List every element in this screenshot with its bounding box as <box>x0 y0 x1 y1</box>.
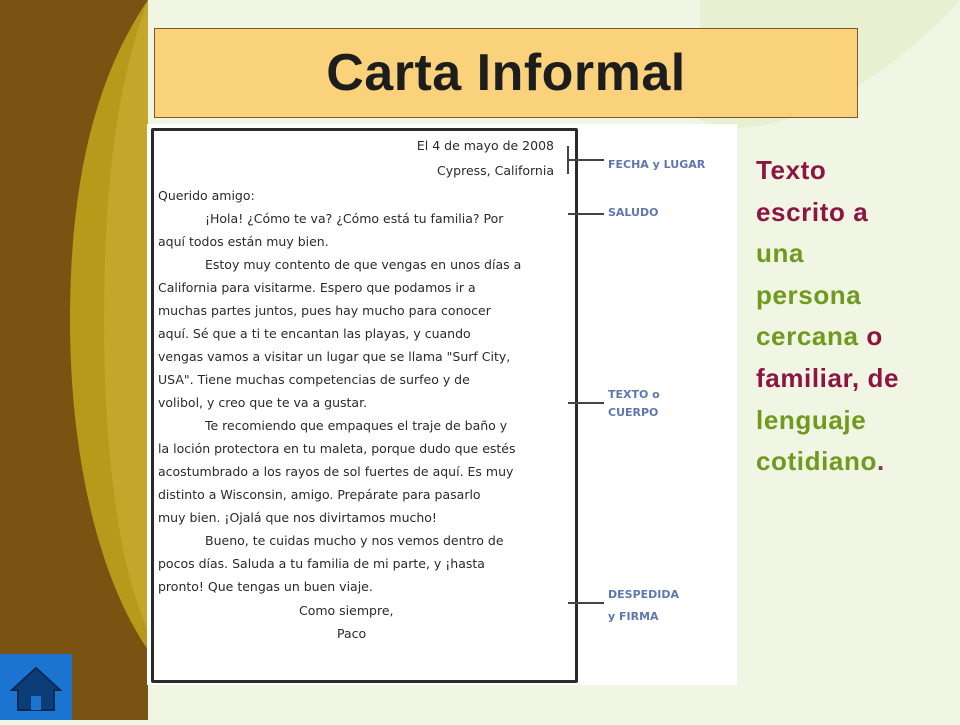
def-word: cercana <box>756 321 859 352</box>
letter-line: vengas vamos a visitar un lugar que se llama "Surf City, <box>158 349 511 364</box>
letter-image <box>147 124 737 685</box>
letter-line: pocos días. Saluda a tu familia de mi parte, y ¡hasta <box>158 556 485 571</box>
letter-line: muy bien. ¡Ojalá que nos divirtamos mucho! <box>158 510 437 525</box>
label-fecha-lugar: FECHA y LUGAR <box>608 158 706 171</box>
letter-line: Bueno, te cuidas mucho y nos vemos dentro de <box>205 533 504 548</box>
def-word: lenguaje <box>756 404 867 435</box>
label-despedida-2: y FIRMA <box>608 610 659 623</box>
bracket-fecha-lugar <box>567 146 569 174</box>
letter-line: California para visitarme. Espero que podamos ir a <box>158 280 476 295</box>
label-texto-2: CUERPO <box>608 406 659 419</box>
letter-line: aquí todos están muy bien. <box>158 234 329 249</box>
label-saludo: SALUDO <box>608 206 659 219</box>
def-word: persona <box>756 279 862 310</box>
letter-line: Te recomiendo que empaques el traje de baño y <box>205 418 508 433</box>
def-word: Texto <box>756 155 827 185</box>
definition-text <box>756 150 956 483</box>
letter-line: muchas partes juntos, pues hay mucho para conocer <box>158 303 491 318</box>
letter-date: El 4 de mayo de 2008 <box>416 138 554 153</box>
label-despedida-1: DESPEDIDA <box>608 588 680 601</box>
letter-line: la loción protectora en tu maleta, porque dudo que estés <box>158 441 516 456</box>
label-texto-1: TEXTO o <box>608 388 660 401</box>
letter-line: USA". Tiene muchas competencias de surfeo y de <box>158 372 470 387</box>
def-word: . <box>876 446 885 477</box>
slide-title: Carta Informal <box>326 44 686 102</box>
letter-line: volibol, y creo que te va a gustar. <box>158 395 368 410</box>
letter-place: Cypress, California <box>437 163 554 178</box>
letter-line: aquí. Sé que a ti te encantan las playas, y cuando <box>158 326 471 341</box>
def-word: familiar, <box>756 362 860 393</box>
letter-line: pronto! Que tengas un buen viaje. <box>158 579 373 594</box>
def-word: una <box>756 238 805 269</box>
letter-signature: Paco <box>337 626 367 641</box>
letter-line: distinto a Wisconsin, amigo. Prepárate para pasarlo <box>158 487 481 502</box>
letter-line: acostumbrado a los rayos de sol fuertes de aquí. Es muy <box>158 464 514 479</box>
marker-texto <box>568 402 604 404</box>
letter-line: Estoy muy contento de que vengas en unos días a <box>205 257 522 272</box>
def-word: o <box>866 321 883 352</box>
def-word: de <box>867 362 900 393</box>
home-icon <box>0 654 72 720</box>
def-word: cotidiano <box>756 446 877 477</box>
title-box <box>154 28 858 118</box>
home-button[interactable] <box>0 654 72 720</box>
letter-salutation: Querido amigo: <box>158 188 255 203</box>
marker-despedida <box>568 602 604 604</box>
marker-fecha-lugar <box>568 159 604 161</box>
letter-line: ¡Hola! ¿Cómo te va? ¿Cómo está tu familia? Por <box>205 211 504 226</box>
marker-saludo <box>568 213 604 215</box>
letter-closing: Como siempre, <box>299 603 394 618</box>
def-word: escrito a <box>756 196 869 227</box>
